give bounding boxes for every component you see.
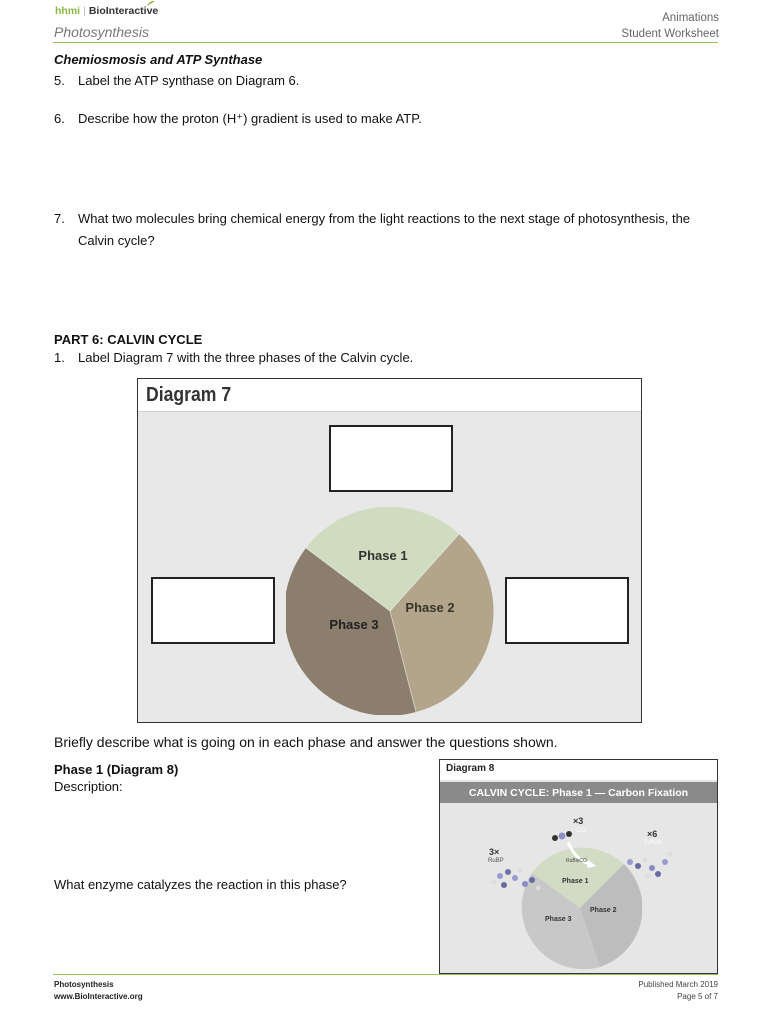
question-number: 5. [54, 73, 65, 88]
molecule-illustrations [480, 810, 710, 920]
header-category: Animations [662, 12, 719, 24]
diagram-8-header [440, 760, 717, 780]
diagram-8 [439, 759, 718, 974]
footer-divider [53, 974, 718, 975]
question-6 [54, 111, 422, 127]
header-divider [53, 42, 718, 43]
footer-page-number: Page 5 of 7 [677, 992, 718, 1001]
pie8-label-phase-2: Phase 2 [590, 907, 617, 914]
co2-count: ×3 [573, 816, 584, 826]
co2-label: CO₂ [576, 828, 588, 834]
label-box-left[interactable] [151, 577, 275, 644]
question-text: Label Diagram 7 with the three phases of the Calvin cycle. [78, 350, 414, 365]
description-label: Description: [54, 779, 123, 794]
header-doc-type: Student Worksheet [621, 28, 719, 40]
calvin-cycle-pie [286, 507, 494, 715]
section-heading-part6: PART 6: CALVIN CYCLE [54, 332, 203, 347]
pga-count: ×6 [647, 829, 658, 839]
diagram-8-bar-text: CALVIN CYCLE: Phase 1 — Carbon Fixation [468, 787, 689, 799]
question-7-continued: Calvin cycle? [78, 233, 155, 248]
footer-website-link[interactable]: www.BioInteractive.org [54, 992, 143, 1001]
logo-biointeractive-text: BioInteractive [88, 5, 159, 17]
footer-published-date: Published March 2019 [638, 980, 718, 989]
pga-label: 3-PGA [644, 840, 663, 846]
diagram-7-header [138, 379, 641, 412]
pie8-label-phase-1: Phase 1 [562, 878, 589, 885]
diagram-7-title: Diagram 7 [146, 384, 232, 406]
diagram-8-title-bar [440, 782, 717, 803]
question-7 [54, 211, 724, 227]
section-heading-chemiosmosis: Chemiosmosis and ATP Synthase [54, 52, 263, 67]
question-number: 1. [54, 350, 65, 365]
phase-1-heading: Phase 1 (Diagram 8) [54, 762, 179, 777]
arrow-head-icon [587, 860, 596, 868]
pie8-label-phase-3: Phase 3 [545, 916, 572, 923]
label-box-right[interactable] [505, 577, 629, 644]
rubp-count: 3× [489, 847, 500, 857]
question-number: 6. [54, 111, 65, 126]
question-text: Label the ATP synthase on Diagram 6. [78, 73, 300, 88]
label-box-top[interactable] [329, 425, 453, 492]
part6-question-1 [54, 350, 413, 366]
describe-instructions: Briefly describe what is going on in each phase and answer the questions shown. [54, 734, 558, 750]
question-text: Describe how the proton (H⁺) gradient is used to make ATP. [78, 111, 422, 126]
rubp-molecule-icon [492, 868, 541, 891]
question-number: 7. [54, 211, 65, 226]
rubisco-label: RuBisCO [566, 858, 587, 864]
pie-label-phase-2: Phase 2 [405, 600, 455, 615]
enzyme-question: What enzyme catalyzes the reaction in this phase? [54, 877, 347, 892]
diagram-8-title: Diagram 8 [446, 763, 495, 774]
footer-title: Photosynthesis [54, 980, 114, 989]
diagram-7 [137, 378, 642, 723]
question-5 [54, 73, 299, 89]
pga-molecule-icon [627, 852, 673, 879]
question-text: What two molecules bring chemical energy from the light reactions to the next stage of photosynthesis, the [78, 211, 691, 226]
rubp-label: RuBP [488, 858, 504, 864]
logo-leaf-icon [146, 0, 156, 7]
hhmi-biointeractive-logo: hhmi | BioInteractive [55, 5, 159, 17]
document-title: Photosynthesis [54, 24, 149, 40]
co2-molecule-icon [552, 831, 572, 841]
pie-label-phase-1: Phase 1 [358, 548, 408, 563]
pie-label-phase-3: Phase 3 [329, 617, 379, 632]
logo-hhmi-text: hhmi [55, 5, 81, 17]
